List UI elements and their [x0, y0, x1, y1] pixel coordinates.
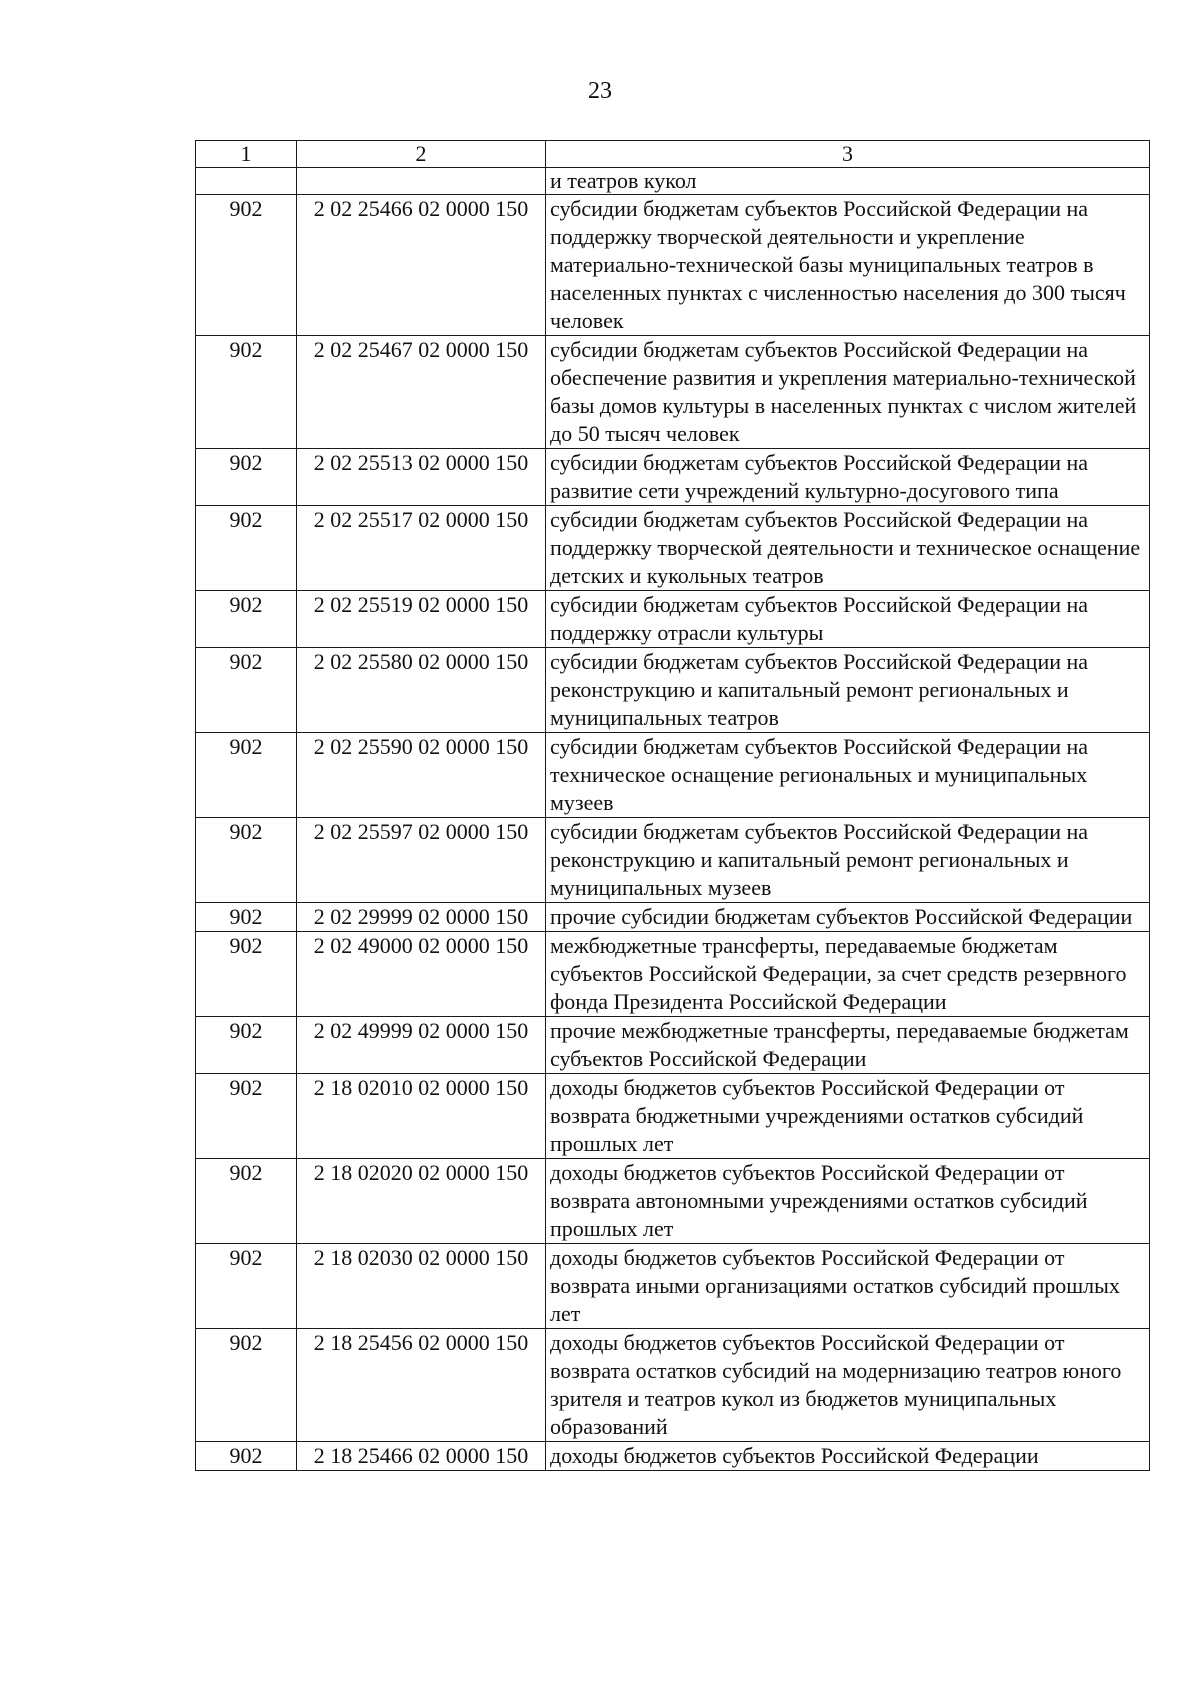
revenue-name-cell: субсидии бюджетам субъектов Российской Федерации на техническое оснащение региональных и муниципальных музеев	[546, 733, 1150, 818]
budget-code-cell: 2 02 25590 02 0000 150	[297, 733, 546, 818]
table-row	[196, 932, 1150, 1017]
revenue-name-cell: прочие субсидии бюджетам субъектов Российской Федерации	[546, 903, 1150, 932]
admin-code-cell: 902	[196, 1244, 297, 1329]
revenue-name-cell: субсидии бюджетам субъектов Российской Федерации на реконструкцию и капитальный ремонт региональных и муниципальных театров	[546, 648, 1150, 733]
revenue-name-cell: доходы бюджетов субъектов Российской Федерации от возврата иными организациями остатков субсидий прошлых лет	[546, 1244, 1150, 1329]
header-col-1: 1	[196, 141, 297, 168]
admin-code-cell: 902	[196, 733, 297, 818]
table-row	[196, 648, 1150, 733]
table-row	[196, 449, 1150, 506]
revenue-name-cell: доходы бюджетов субъектов Российской Федерации от возврата бюджетными учреждениями остатков субсидий прошлых лет	[546, 1074, 1150, 1159]
revenue-name-cell: доходы бюджетов субъектов Российской Федерации от возврата остатков субсидий на модернизацию театров юного зрителя и театров кукол из бюджетов муниципальных образований	[546, 1329, 1150, 1442]
continuation-row	[196, 168, 1150, 195]
admin-code-cell: 902	[196, 932, 297, 1017]
table-row	[196, 506, 1150, 591]
admin-code-cell: 902	[196, 818, 297, 903]
budget-code-cell: 2 18 02010 02 0000 150	[297, 1074, 546, 1159]
continuation-text: и театров кукол	[546, 168, 1150, 195]
table-row	[196, 1017, 1150, 1074]
revenue-name-cell: доходы бюджетов субъектов Российской Федерации от возврата автономными учреждениями остатков субсидий прошлых лет	[546, 1159, 1150, 1244]
admin-code-cell: 902	[196, 506, 297, 591]
continuation-col-2	[297, 168, 546, 195]
revenue-code-table	[195, 140, 1150, 1471]
revenue-name-cell: субсидии бюджетам субъектов Российской Федерации на обеспечение развития и укрепления материально-технической базы домов культуры в населенных пунктах с числом жителей до 50 тысяч человек	[546, 336, 1150, 449]
admin-code-cell: 902	[196, 1329, 297, 1442]
budget-code-cell: 2 02 29999 02 0000 150	[297, 903, 546, 932]
table-header-row	[196, 141, 1150, 168]
table-row	[196, 903, 1150, 932]
admin-code-cell: 902	[196, 903, 297, 932]
revenue-name-cell: субсидии бюджетам субъектов Российской Федерации на развитие сети учреждений культурно-досугового типа	[546, 449, 1150, 506]
budget-code-cell: 2 02 25513 02 0000 150	[297, 449, 546, 506]
header-col-2: 2	[297, 141, 546, 168]
admin-code-cell: 902	[196, 648, 297, 733]
budget-code-cell: 2 18 02030 02 0000 150	[297, 1244, 546, 1329]
budget-code-cell: 2 02 49000 02 0000 150	[297, 932, 546, 1017]
continuation-col-1	[196, 168, 297, 195]
budget-code-cell: 2 02 25519 02 0000 150	[297, 591, 546, 648]
budget-code-cell: 2 02 25517 02 0000 150	[297, 506, 546, 591]
budget-code-cell: 2 02 25597 02 0000 150	[297, 818, 546, 903]
page-number: 23	[588, 78, 612, 104]
budget-code-cell: 2 02 25580 02 0000 150	[297, 648, 546, 733]
table-row	[196, 1159, 1150, 1244]
budget-code-cell: 2 02 49999 02 0000 150	[297, 1017, 546, 1074]
revenue-name-cell: доходы бюджетов субъектов Российской Федерации	[546, 1442, 1150, 1471]
budget-code-cell: 2 18 25466 02 0000 150	[297, 1442, 546, 1471]
admin-code-cell: 902	[196, 1017, 297, 1074]
table-row	[196, 591, 1150, 648]
admin-code-cell: 902	[196, 1442, 297, 1471]
table-row	[196, 195, 1150, 336]
budget-code-cell: 2 02 25466 02 0000 150	[297, 195, 546, 336]
table-row	[196, 1329, 1150, 1442]
admin-code-cell: 902	[196, 195, 297, 336]
table-body	[196, 141, 1150, 1471]
revenue-name-cell: субсидии бюджетам субъектов Российской Федерации на реконструкцию и капитальный ремонт региональных и муниципальных музеев	[546, 818, 1150, 903]
table-row	[196, 336, 1150, 449]
table-row	[196, 1442, 1150, 1471]
admin-code-cell: 902	[196, 449, 297, 506]
budget-code-cell: 2 18 25456 02 0000 150	[297, 1329, 546, 1442]
header-col-3: 3	[546, 141, 1150, 168]
admin-code-cell: 902	[196, 591, 297, 648]
table-row	[196, 818, 1150, 903]
admin-code-cell: 902	[196, 1074, 297, 1159]
budget-code-cell: 2 18 02020 02 0000 150	[297, 1159, 546, 1244]
table-row	[196, 1244, 1150, 1329]
budget-code-cell: 2 02 25467 02 0000 150	[297, 336, 546, 449]
revenue-name-cell: субсидии бюджетам субъектов Российской Федерации на поддержку отрасли культуры	[546, 591, 1150, 648]
revenue-name-cell: субсидии бюджетам субъектов Российской Федерации на поддержку творческой деятельности и укрепление материально-технической базы муниципальных театров в населенных пунктах с численностью населения до 300 тысяч человек	[546, 195, 1150, 336]
table-row	[196, 733, 1150, 818]
revenue-name-cell: межбюджетные трансферты, передаваемые бюджетам субъектов Российской Федерации, за счет средств резервного фонда Президента Российской Федерации	[546, 932, 1150, 1017]
admin-code-cell: 902	[196, 1159, 297, 1244]
admin-code-cell: 902	[196, 336, 297, 449]
revenue-name-cell: субсидии бюджетам субъектов Российской Федерации на поддержку творческой деятельности и техническое оснащение детских и кукольных театров	[546, 506, 1150, 591]
revenue-name-cell: прочие межбюджетные трансферты, передаваемые бюджетам субъектов Российской Федерации	[546, 1017, 1150, 1074]
table-row	[196, 1074, 1150, 1159]
